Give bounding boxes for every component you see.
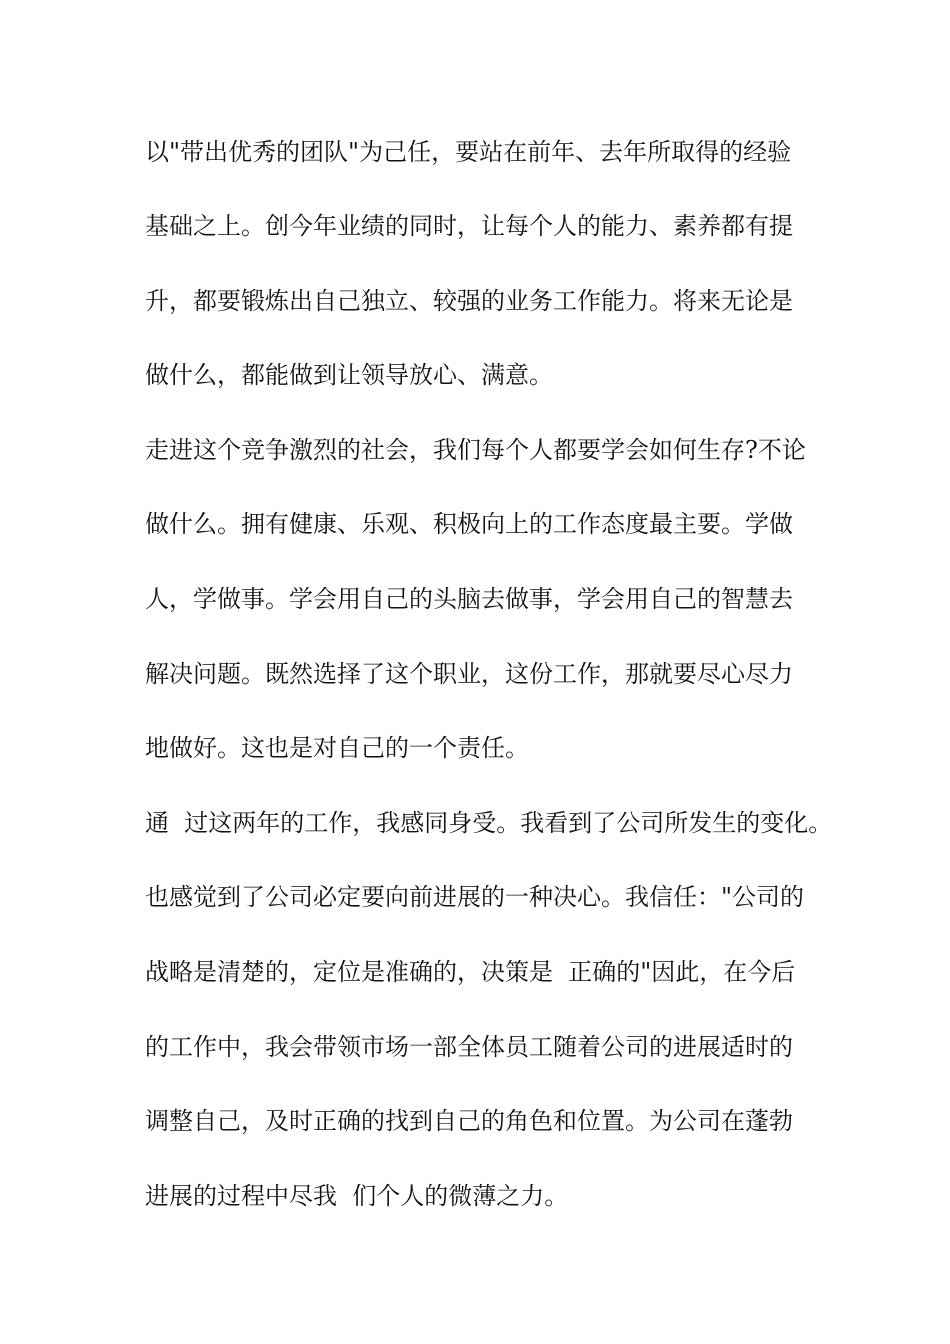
text-line: 人，学做事。学会用自己的头脑去做事，学会用自己的智慧去: [145, 585, 793, 613]
text-line: 升，都要锻炼出自己独立、较强的业务工作能力。将来无论是: [145, 287, 793, 315]
text-line: 调整自己，及时正确的找到自己的角色和位置。为公司在蓬勃: [145, 1107, 793, 1135]
text-line: 做什么。拥有健康、乐观、积极向上的工作态度最主要。学做: [145, 510, 793, 538]
text-line: 解决问题。既然选择了这个职业，这份工作，那就要尽心尽力: [145, 660, 793, 688]
text-line: 走进这个竞争激烈的社会，我们每个人都要学会如何生存?不论: [145, 436, 806, 464]
text-line: 通 过这两年的工作，我感同身受。我看到了公司所发生的变化。: [145, 809, 833, 837]
text-line: 战略是清楚的，定位是准确的，决策是 正确的"因此，在今后: [145, 958, 796, 986]
text-line: 也感觉到了公司必定要向前进展的一种决心。我信任："公司的: [145, 883, 805, 911]
text-line: 基础之上。创今年业绩的同时，让每个人的能力、素养都有提: [145, 212, 793, 240]
text-line: 的工作中，我会带领市场一部全体员工随着公司的进展适时的: [145, 1033, 793, 1061]
text-line: 进展的过程中尽我 们个人的微薄之力。: [145, 1182, 569, 1210]
text-line: 以"带出优秀的团队"为己任，要站在前年、去年所取得的经验: [145, 138, 792, 166]
text-line: 地做好。这也是对自己的一个责任。: [145, 734, 529, 762]
text-line: 做什么，都能做到让领导放心、满意。: [145, 361, 553, 389]
